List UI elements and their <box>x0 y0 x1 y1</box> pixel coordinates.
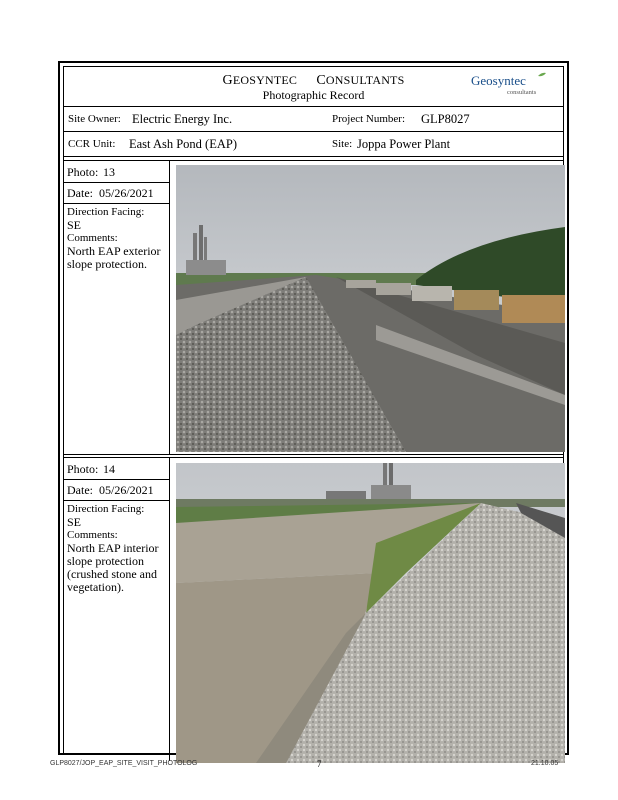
leaf-icon <box>538 72 546 78</box>
photo-record-frame <box>58 61 569 755</box>
site-photo-13 <box>176 165 565 452</box>
company-name: GEOSYNTEC CONSULTANTS <box>222 73 405 88</box>
photo-details <box>64 458 170 761</box>
ccr-unit-label: CCR Unit: <box>68 138 116 150</box>
site-label: Site: <box>332 138 353 150</box>
document-id: GLP8027/JOP_EAP_SITE_VISIT_PHOTOLOG <box>50 760 198 767</box>
geosyntec-logo: Geosyntec consultants <box>471 73 551 99</box>
photo-number-cell: Photo: 13 <box>64 161 169 183</box>
comments-value: North EAP interior slope protection (crushed stone and vegetation). <box>67 541 159 594</box>
comments-value: North EAP exterior slope protection. <box>67 244 161 271</box>
direction-label: Direction Facing: <box>67 206 145 218</box>
site-value: Joppa Power Plant <box>357 137 451 151</box>
footer-date: 21.10.05 <box>531 760 559 767</box>
page-number: 7 <box>317 759 322 769</box>
project-number-value: GLP8027 <box>421 112 470 126</box>
site-owner-row <box>64 107 563 132</box>
comments-label: Comments: <box>67 232 118 244</box>
photo-date-cell: Date: 05/26/2021 <box>64 182 169 204</box>
photo-record-table <box>63 66 564 755</box>
site-owner-label: Site Owner: <box>68 113 121 125</box>
direction-value: SE <box>67 218 82 232</box>
ccr-unit-row <box>64 132 563 157</box>
document-title: Photographic Record <box>262 88 365 102</box>
photo-details <box>64 161 170 454</box>
site-owner-value: Electric Energy Inc. <box>132 112 233 126</box>
header <box>64 67 563 107</box>
photo-description <box>67 503 169 594</box>
project-number-label: Project Number: <box>332 113 406 125</box>
ccr-unit-value: East Ash Pond (EAP) <box>129 137 237 151</box>
site-photo-14 <box>176 463 565 763</box>
photo-description <box>67 206 169 271</box>
photo-date-cell: Date: 05/26/2021 <box>64 479 169 501</box>
direction-value: SE <box>67 515 82 529</box>
photo-entry-13 <box>64 160 563 455</box>
direction-label: Direction Facing: <box>67 503 145 515</box>
comments-label: Comments: <box>67 529 118 541</box>
photo-entry-14 <box>64 457 563 761</box>
photo-number-cell: Photo: 14 <box>64 458 169 480</box>
